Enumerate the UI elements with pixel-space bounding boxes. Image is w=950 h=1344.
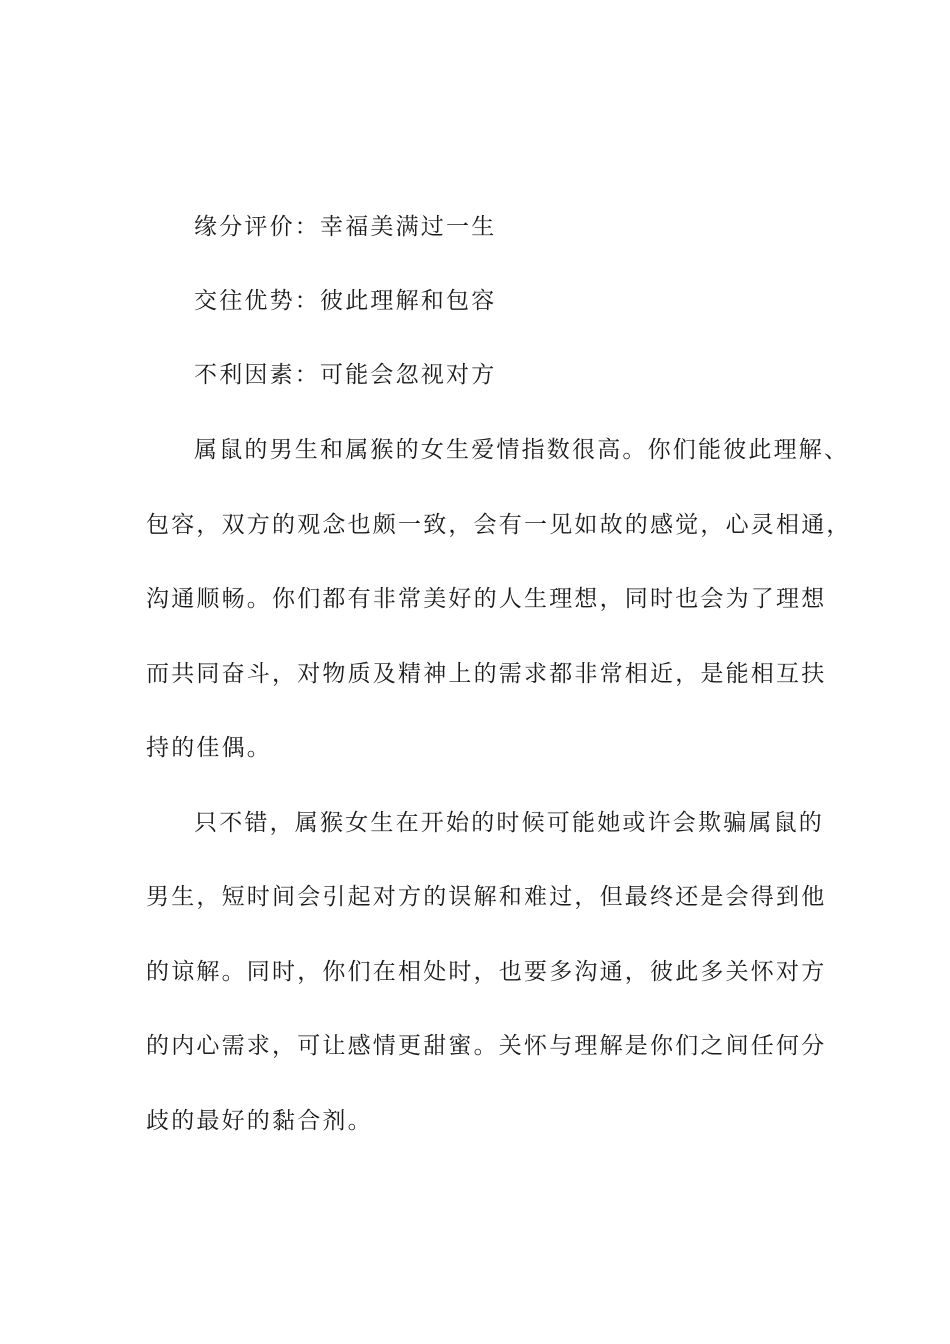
- paragraph-line: 持的佳偶。: [146, 735, 272, 761]
- fate-rating-line: 缘分评价：幸福美满过一生: [194, 214, 497, 240]
- paragraph-line: 的内心需求，可让感情更甜蜜。关怀与理解是你们之间任何分: [146, 1033, 827, 1059]
- paragraph-line: 的谅解。同时，你们在相处时，也要多沟通，彼此多关怀对方: [146, 959, 827, 985]
- paragraph-line: 包容，双方的观念也颇一致，会有一见如故的感觉，心灵相通，: [146, 512, 852, 538]
- advantage-line: 交往优势：彼此理解和包容: [194, 288, 497, 314]
- paragraph-line: 歧的最好的黏合剂。: [146, 1108, 373, 1134]
- paragraph-line: 男生，短时间会引起对方的误解和难过，但最终还是会得到他: [146, 884, 827, 910]
- paragraph-line: 而共同奋斗，对物质及精神上的需求都非常相近，是能相互扶: [146, 661, 827, 687]
- paragraph-line: 只不错，属猴女生在开始的时候可能她或许会欺骗属鼠的: [194, 810, 824, 836]
- paragraph-line: 属鼠的男生和属猴的女生爱情指数很高。你们能彼此理解、: [194, 437, 850, 463]
- paragraph-line: 沟通顺畅。你们都有非常美好的人生理想，同时也会为了理想: [146, 586, 827, 612]
- disadvantage-line: 不利因素：可能会忽视对方: [194, 362, 497, 388]
